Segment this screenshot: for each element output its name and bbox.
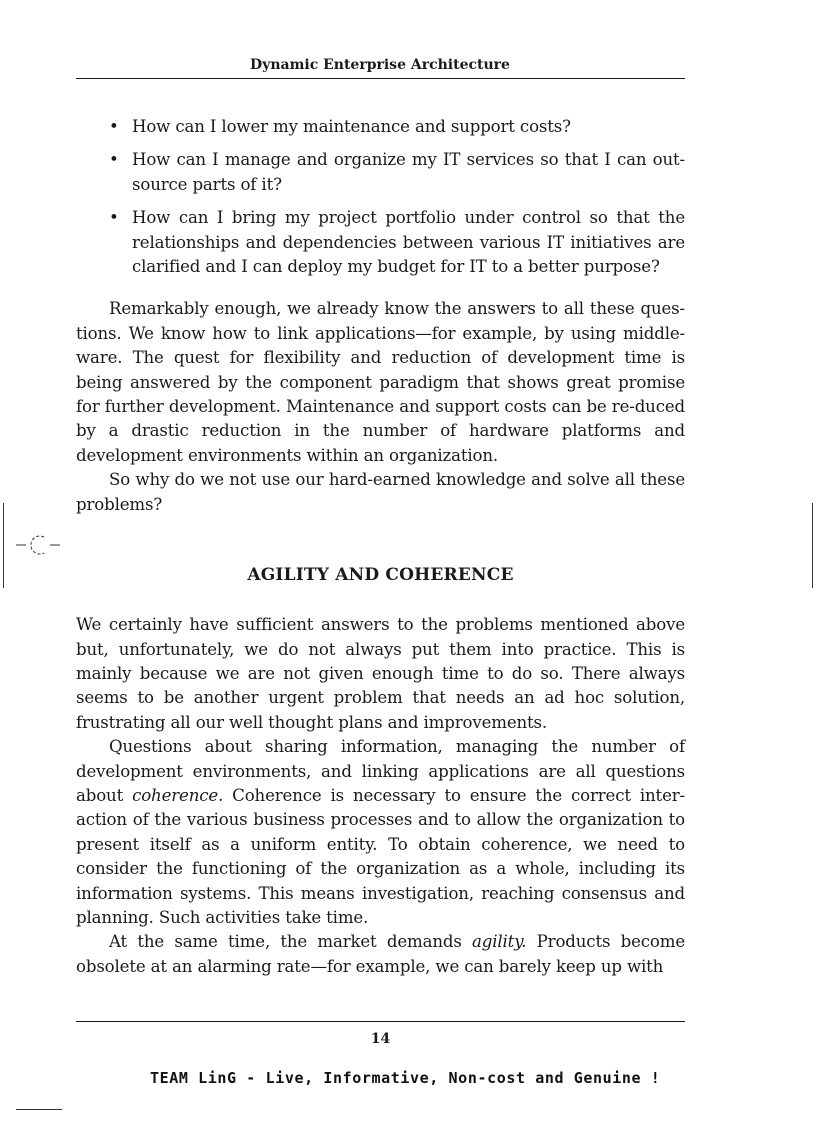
text-run: Coherence is necessary to ensure the correct inter-action of the various business processes and to allow the organization to present itself as a uniform entity. To obtain coherence, we need to consider the functioning of the organization as a whole, including its information systems. This means investigation, reaching consensus and planning. Such activities take time. bbox=[76, 785, 685, 927]
paragraph bbox=[76, 735, 685, 930]
footer-tagline: TEAM LinG - Live, Informative, Non-cost and Genuine ! bbox=[150, 1069, 661, 1087]
crop-mark-left bbox=[3, 503, 4, 588]
list-item: • How can I bring my project portfolio under control so that the relationships and dependencies between various IT initiatives are clarified and I can deploy my budget for IT to a better purpose? bbox=[76, 206, 685, 279]
text-run: Questions about sharing information, managing the number of development environments, and linking applications are all questions about bbox=[76, 737, 685, 805]
registration-mark-icon bbox=[14, 532, 66, 558]
footer-rule bbox=[76, 1021, 685, 1022]
list-item: • How can I lower my maintenance and support costs? bbox=[76, 115, 685, 139]
running-head-title: Dynamic Enterprise Architecture bbox=[250, 57, 510, 73]
text-run: Products become obsolete at an alarming rate—for example, we can barely keep up with bbox=[76, 932, 685, 976]
page-body bbox=[76, 115, 685, 979]
paragraph: Remarkably enough, we already know the answers to all these ques-tions. We know how to link applications—for example, by using middle-ware. The quest for flexibility and reduction of development time is being answered by the component paradigm that shows great promise for further development. Maintenance and support costs can be re-duced by a drastic reduction in the number of hardware platforms and development environments within an organization. bbox=[76, 299, 685, 465]
crop-mark-right bbox=[812, 503, 813, 588]
text-run: At the same time, the market demands bbox=[109, 932, 472, 952]
emphasis-term: coherence. bbox=[132, 785, 224, 805]
paragraph: We certainly have sufficient answers to the problems mentioned above but, unfortunately, we do not always put them into practice. This is mainly because we are not given enough time to do so. There always seems to be another urgent problem that needs an ad hoc solution, frustrating all our well thought plans and improvements. bbox=[76, 615, 685, 732]
paragraph bbox=[76, 930, 685, 979]
header-rule bbox=[76, 78, 685, 79]
list-item: • How can I manage and organize my IT services so that I can out-source parts of it? bbox=[76, 148, 685, 197]
crop-mark-bottom-left bbox=[16, 1109, 62, 1110]
emphasis-term: agility. bbox=[472, 932, 527, 952]
paragraph: So why do we not use our hard-earned knowledge and solve all these problems? bbox=[76, 470, 685, 514]
question-list bbox=[76, 115, 685, 279]
page-number: 14 bbox=[370, 1031, 391, 1047]
section-heading: AGILITY AND COHERENCE bbox=[247, 565, 514, 586]
